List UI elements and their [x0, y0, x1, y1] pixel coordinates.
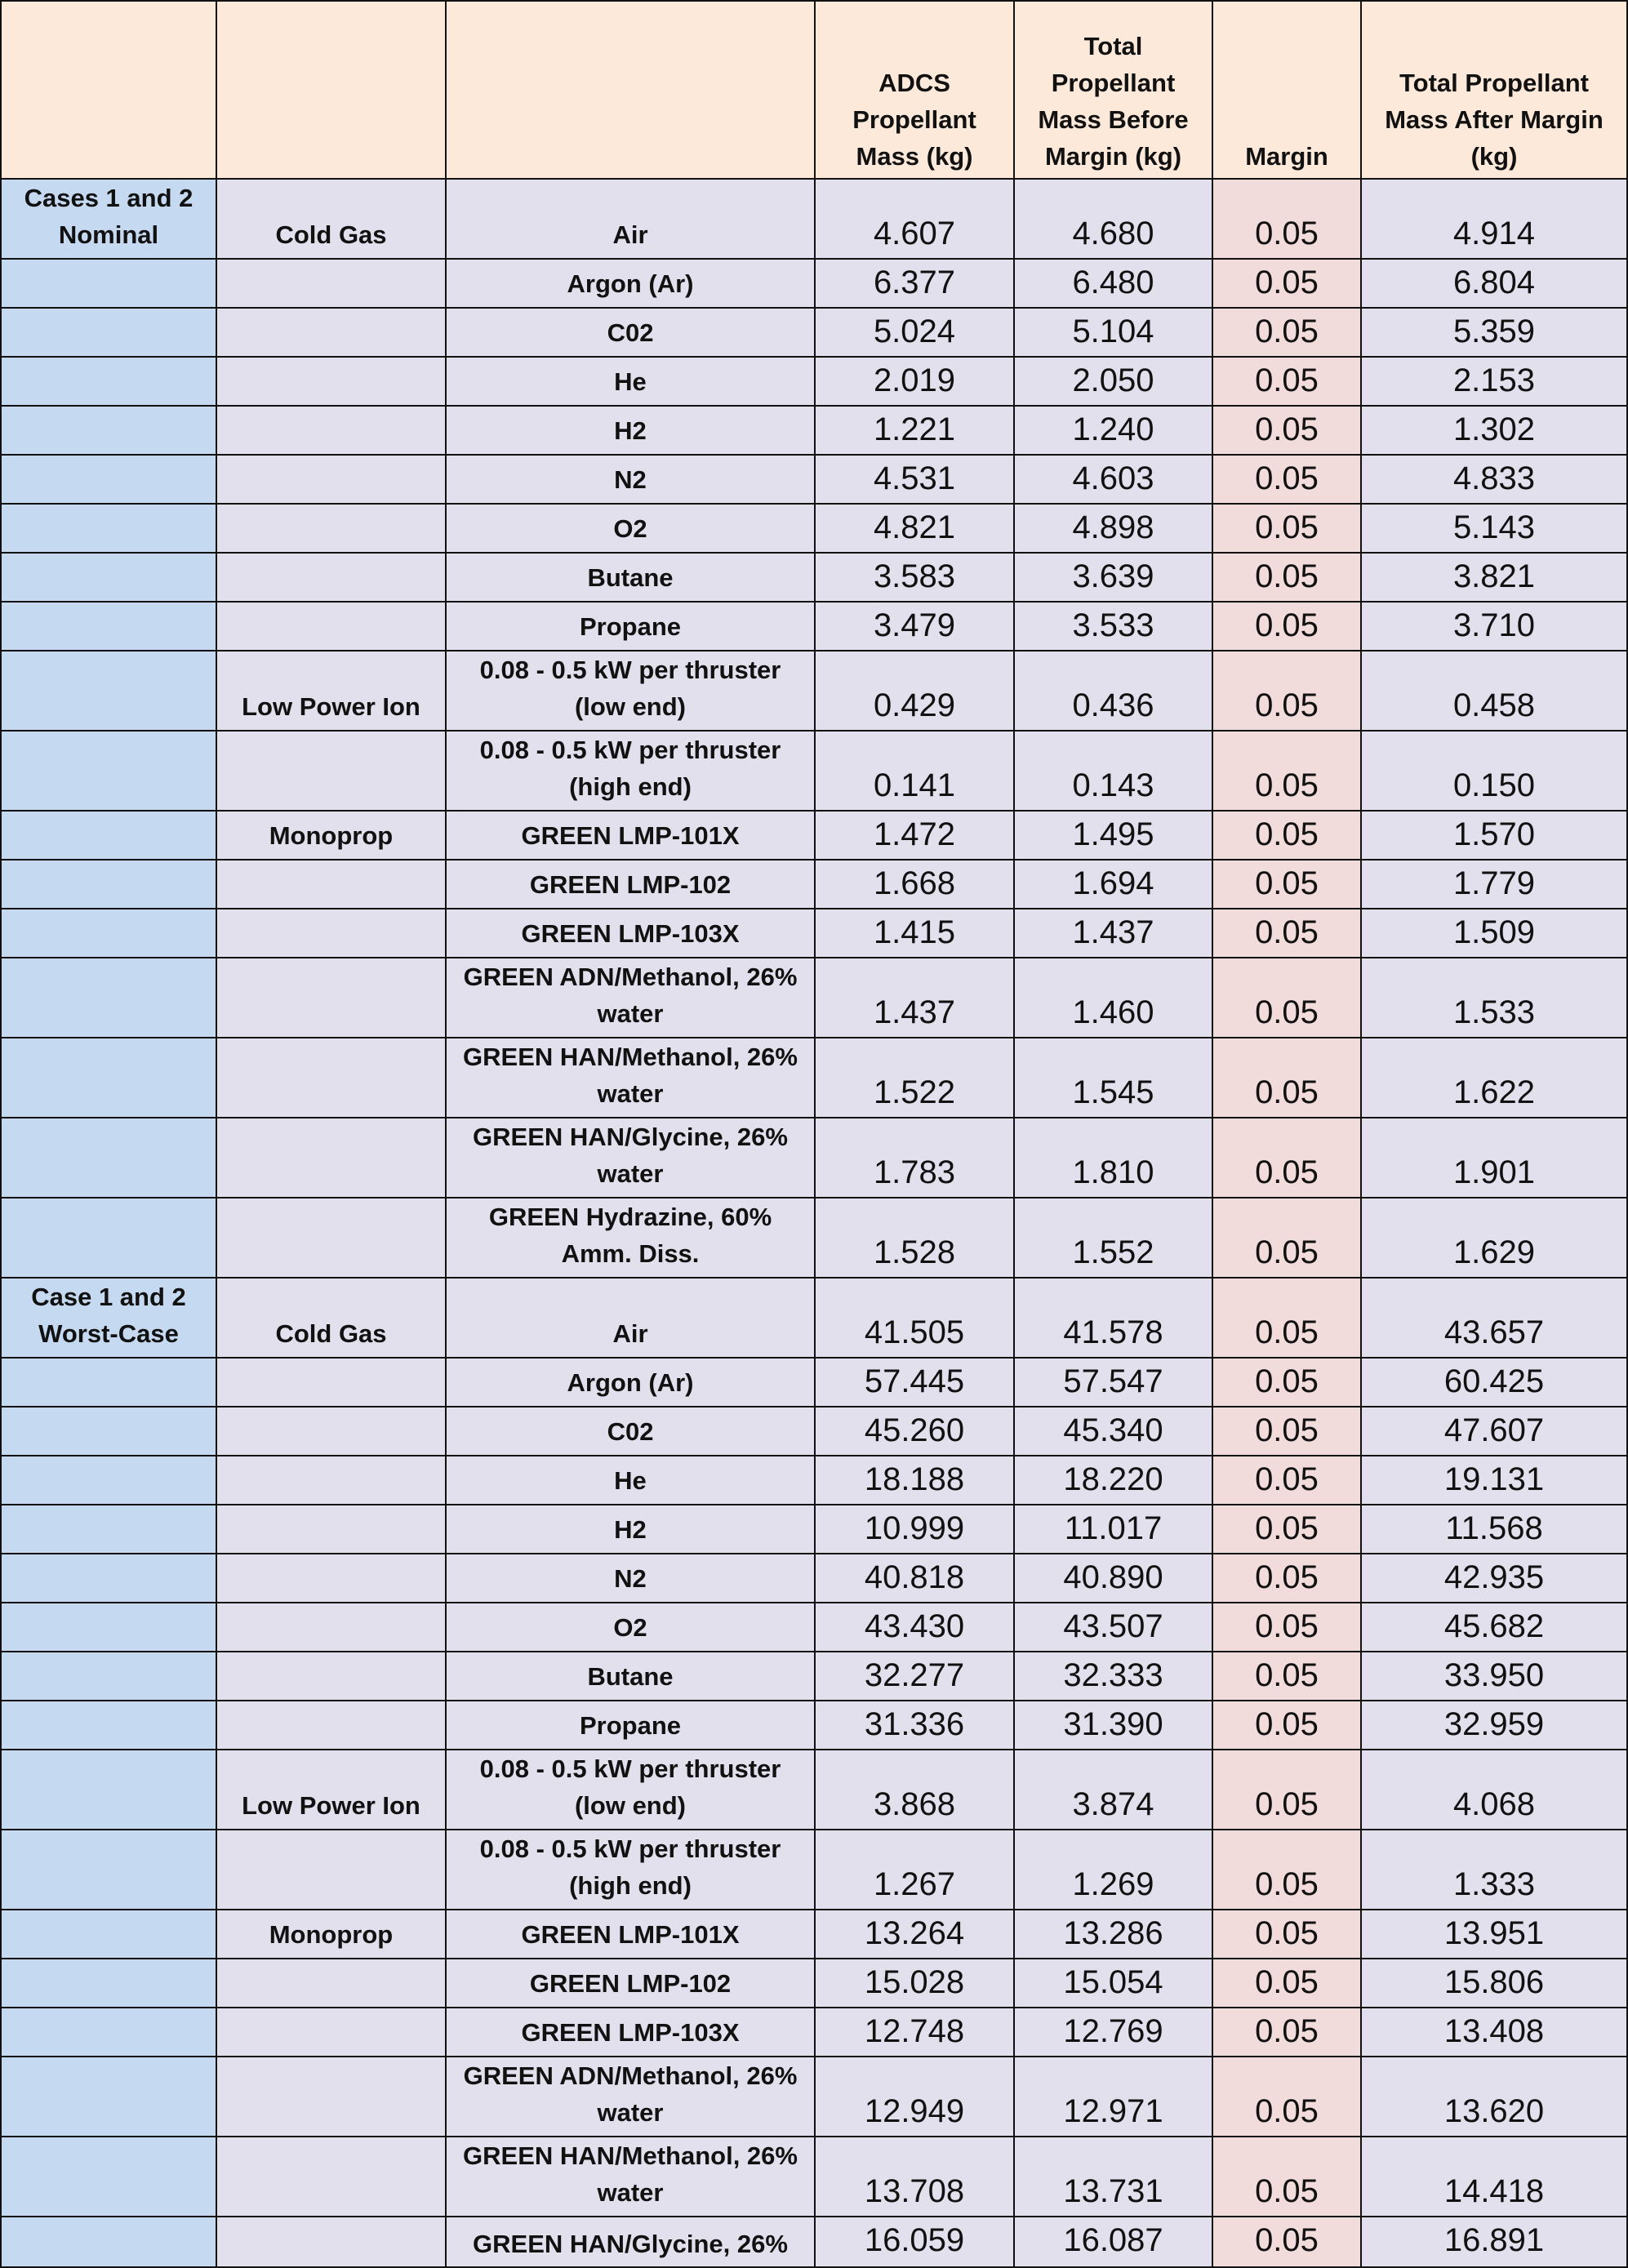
thruster-type-cell[interactable] [216, 1554, 446, 1603]
mass-after-margin-cell[interactable]: 4.833 [1361, 455, 1627, 504]
mass-before-margin-cell[interactable]: 31.390 [1014, 1701, 1212, 1750]
table-row [1, 602, 1627, 651]
thruster-type-cell[interactable] [216, 1830, 446, 1910]
mass-after-margin-cell[interactable]: 13.408 [1361, 2008, 1627, 2057]
mass-before-margin-cell[interactable]: 18.220 [1014, 1456, 1212, 1505]
propellant-cell[interactable]: GREEN ADN/Methanol, 26% water [446, 958, 815, 1038]
case-cell[interactable] [1, 1118, 216, 1198]
adcs-mass-cell[interactable]: 1.437 [815, 958, 1014, 1038]
thruster-type-cell[interactable] [216, 406, 446, 455]
margin-cell[interactable]: 0.05 [1212, 1603, 1361, 1652]
adcs-mass-cell[interactable]: 1.415 [815, 909, 1014, 958]
case-cell[interactable] [1, 1554, 216, 1603]
mass-before-margin-cell[interactable]: 3.639 [1014, 553, 1212, 602]
thruster-type-cell[interactable] [216, 909, 446, 958]
mass-after-margin-cell[interactable]: 16.891 [1361, 2217, 1627, 2267]
case-cell[interactable] [1, 1830, 216, 1910]
adcs-mass-cell[interactable]: 4.821 [815, 504, 1014, 553]
thruster-type-cell[interactable]: Low Power Ion [216, 651, 446, 731]
mass-before-margin-cell[interactable]: 1.269 [1014, 1830, 1212, 1910]
adcs-mass-cell[interactable]: 1.267 [815, 1830, 1014, 1910]
mass-before-margin-cell[interactable]: 3.874 [1014, 1750, 1212, 1830]
margin-cell[interactable]: 0.05 [1212, 1118, 1361, 1198]
mass-before-margin-cell[interactable]: 1.437 [1014, 909, 1212, 958]
propellant-cell[interactable]: O2 [446, 504, 815, 553]
mass-before-margin-cell[interactable]: 11.017 [1014, 1505, 1212, 1554]
case-cell[interactable] [1, 1456, 216, 1505]
adcs-mass-cell[interactable]: 12.748 [815, 2008, 1014, 2057]
mass-before-margin-cell[interactable]: 1.694 [1014, 860, 1212, 909]
thruster-type-cell[interactable] [216, 2137, 446, 2217]
propellant-cell[interactable]: Butane [446, 553, 815, 602]
case-cell[interactable] [1, 259, 216, 308]
thruster-type-cell[interactable] [216, 1456, 446, 1505]
thruster-type-cell[interactable]: Cold Gas [216, 179, 446, 259]
margin-cell[interactable]: 0.05 [1212, 406, 1361, 455]
table-row [1, 1554, 1627, 1603]
mass-before-margin-cell[interactable]: 57.547 [1014, 1358, 1212, 1407]
mass-before-margin-cell[interactable]: 1.810 [1014, 1118, 1212, 1198]
thruster-type-cell[interactable] [216, 553, 446, 602]
thruster-type-cell[interactable] [216, 958, 446, 1038]
mass-before-margin-cell[interactable]: 1.495 [1014, 811, 1212, 860]
table-row [1, 406, 1627, 455]
mass-before-margin-cell[interactable]: 41.578 [1014, 1278, 1212, 1358]
adcs-mass-cell[interactable]: 15.028 [815, 1959, 1014, 2008]
case-cell[interactable] [1, 1038, 216, 1118]
header-margin[interactable]: Margin [1212, 1, 1361, 179]
margin-cell[interactable]: 0.05 [1212, 811, 1361, 860]
table-row [1, 259, 1627, 308]
margin-cell[interactable]: 0.05 [1212, 1701, 1361, 1750]
propellant-cell[interactable]: Propane [446, 602, 815, 651]
propellant-cell[interactable]: 0.08 - 0.5 kW per thruster (low end) [446, 651, 815, 731]
thruster-type-cell[interactable]: Monoprop [216, 811, 446, 860]
mass-after-margin-cell[interactable]: 13.620 [1361, 2057, 1627, 2137]
margin-cell[interactable]: 0.05 [1212, 2057, 1361, 2137]
case-cell[interactable] [1, 2057, 216, 2137]
margin-cell[interactable]: 0.05 [1212, 651, 1361, 731]
margin-cell[interactable]: 0.05 [1212, 2137, 1361, 2217]
adcs-mass-cell[interactable]: 16.059 [815, 2217, 1014, 2267]
thruster-type-cell[interactable] [216, 2057, 446, 2137]
case-cell[interactable] [1, 958, 216, 1038]
table-row [1, 1198, 1627, 1278]
margin-cell[interactable]: 0.05 [1212, 2217, 1361, 2267]
mass-before-margin-cell[interactable]: 2.050 [1014, 357, 1212, 406]
mass-before-margin-cell[interactable]: 1.552 [1014, 1198, 1212, 1278]
thruster-type-cell[interactable]: Cold Gas [216, 1278, 446, 1358]
table-row [1, 1910, 1627, 1959]
thruster-type-cell[interactable] [216, 259, 446, 308]
propellant-cell[interactable]: GREEN LMP-102 [446, 860, 815, 909]
mass-after-margin-cell[interactable]: 3.821 [1361, 553, 1627, 602]
mass-before-margin-cell[interactable]: 13.731 [1014, 2137, 1212, 2217]
thruster-type-cell[interactable] [216, 731, 446, 811]
thruster-type-cell[interactable] [216, 1701, 446, 1750]
table-row [1, 860, 1627, 909]
adcs-mass-cell[interactable]: 41.505 [815, 1278, 1014, 1358]
propellant-cell[interactable]: O2 [446, 1603, 815, 1652]
case-cell[interactable] [1, 504, 216, 553]
mass-before-margin-cell[interactable]: 1.545 [1014, 1038, 1212, 1118]
mass-after-margin-cell[interactable]: 6.804 [1361, 259, 1627, 308]
mass-after-margin-cell[interactable]: 5.359 [1361, 308, 1627, 357]
mass-after-margin-cell[interactable]: 43.657 [1361, 1278, 1627, 1358]
adcs-mass-cell[interactable]: 5.024 [815, 308, 1014, 357]
case-cell[interactable] [1, 1358, 216, 1407]
table-row [1, 504, 1627, 553]
mass-after-margin-cell[interactable]: 42.935 [1361, 1554, 1627, 1603]
table-row [1, 1407, 1627, 1456]
propellant-cell[interactable]: N2 [446, 455, 815, 504]
propellant-cell[interactable]: GREEN LMP-101X [446, 811, 815, 860]
mass-before-margin-cell[interactable]: 1.460 [1014, 958, 1212, 1038]
propellant-cell[interactable]: GREEN ADN/Methanol, 26% water [446, 2057, 815, 2137]
thruster-type-cell[interactable] [216, 2217, 446, 2267]
propellant-cell[interactable]: GREEN Hydrazine, 60% Amm. Diss. [446, 1198, 815, 1278]
table-row [1, 1750, 1627, 1830]
propellant-cell[interactable]: H2 [446, 406, 815, 455]
margin-cell[interactable]: 0.05 [1212, 1959, 1361, 2008]
header-row [1, 1, 1627, 179]
propellant-cell[interactable]: N2 [446, 1554, 815, 1603]
table-row [1, 1505, 1627, 1554]
table-row [1, 731, 1627, 811]
propellant-cell[interactable]: H2 [446, 1505, 815, 1554]
mass-before-margin-cell[interactable]: 15.054 [1014, 1959, 1212, 2008]
mass-after-margin-cell[interactable]: 1.509 [1361, 909, 1627, 958]
table-row [1, 1038, 1627, 1118]
mass-after-margin-cell[interactable]: 19.131 [1361, 1456, 1627, 1505]
adcs-mass-cell[interactable]: 18.188 [815, 1456, 1014, 1505]
table-row [1, 651, 1627, 731]
adcs-mass-cell[interactable]: 0.429 [815, 651, 1014, 731]
margin-cell[interactable]: 0.05 [1212, 1278, 1361, 1358]
table-row [1, 2008, 1627, 2057]
mass-before-margin-cell[interactable]: 4.603 [1014, 455, 1212, 504]
adcs-mass-cell[interactable]: 12.949 [815, 2057, 1014, 2137]
mass-after-margin-cell[interactable]: 1.622 [1361, 1038, 1627, 1118]
thruster-type-cell[interactable] [216, 1407, 446, 1456]
header-mass-before-margin[interactable]: Total Propellant Mass Before Margin (kg) [1014, 1, 1212, 179]
adcs-mass-cell[interactable]: 1.528 [815, 1198, 1014, 1278]
margin-cell[interactable]: 0.05 [1212, 504, 1361, 553]
propellant-cell[interactable]: GREEN LMP-101X [446, 1910, 815, 1959]
mass-before-margin-cell[interactable]: 4.680 [1014, 179, 1212, 259]
table-row [1, 455, 1627, 504]
case-cell[interactable] [1, 909, 216, 958]
mass-before-margin-cell[interactable]: 13.286 [1014, 1910, 1212, 1959]
mass-after-margin-cell[interactable]: 1.901 [1361, 1118, 1627, 1198]
case-cell[interactable] [1, 1407, 216, 1456]
table-row [1, 1603, 1627, 1652]
case-cell[interactable] [1, 455, 216, 504]
margin-cell[interactable]: 0.05 [1212, 357, 1361, 406]
case-cell[interactable] [1, 308, 216, 357]
adcs-mass-cell[interactable]: 3.583 [815, 553, 1014, 602]
propellant-cell[interactable]: 0.08 - 0.5 kW per thruster (high end) [446, 731, 815, 811]
table-row [1, 1652, 1627, 1701]
thruster-type-cell[interactable]: Monoprop [216, 1910, 446, 1959]
margin-cell[interactable]: 0.05 [1212, 1358, 1361, 1407]
mass-before-margin-cell[interactable]: 3.533 [1014, 602, 1212, 651]
mass-before-margin-cell[interactable]: 4.898 [1014, 504, 1212, 553]
margin-cell[interactable]: 0.05 [1212, 958, 1361, 1038]
table-row [1, 179, 1627, 259]
case-cell[interactable] [1, 1959, 216, 2008]
adcs-mass-cell[interactable]: 2.019 [815, 357, 1014, 406]
adcs-mass-cell[interactable]: 3.868 [815, 1750, 1014, 1830]
table-row [1, 2217, 1627, 2267]
margin-cell[interactable]: 0.05 [1212, 909, 1361, 958]
thruster-type-cell[interactable] [216, 357, 446, 406]
adcs-mass-cell[interactable]: 32.277 [815, 1652, 1014, 1701]
case-cell[interactable] [1, 602, 216, 651]
margin-cell[interactable]: 0.05 [1212, 602, 1361, 651]
case-cell[interactable] [1, 1652, 216, 1701]
case-cell[interactable]: Case 1 and 2 Worst-Case [1, 1278, 216, 1358]
mass-after-margin-cell[interactable]: 0.150 [1361, 731, 1627, 811]
mass-after-margin-cell[interactable]: 5.143 [1361, 504, 1627, 553]
thruster-type-cell[interactable] [216, 1959, 446, 2008]
propellant-cell[interactable]: Air [446, 179, 815, 259]
case-cell[interactable] [1, 1198, 216, 1278]
propellant-cell[interactable]: Argon (Ar) [446, 1358, 815, 1407]
mass-after-margin-cell[interactable]: 45.682 [1361, 1603, 1627, 1652]
margin-cell[interactable]: 0.05 [1212, 1554, 1361, 1603]
mass-after-margin-cell[interactable]: 33.950 [1361, 1652, 1627, 1701]
mass-after-margin-cell[interactable]: 14.418 [1361, 2137, 1627, 2217]
margin-cell[interactable]: 0.05 [1212, 1505, 1361, 1554]
mass-after-margin-cell[interactable]: 15.806 [1361, 1959, 1627, 2008]
thruster-type-cell[interactable] [216, 1038, 446, 1118]
margin-cell[interactable]: 0.05 [1212, 731, 1361, 811]
table-row [1, 1830, 1627, 1910]
margin-cell[interactable]: 0.05 [1212, 259, 1361, 308]
case-cell[interactable] [1, 731, 216, 811]
adcs-mass-cell[interactable]: 13.708 [815, 2137, 1014, 2217]
mass-after-margin-cell[interactable]: 1.779 [1361, 860, 1627, 909]
case-cell[interactable] [1, 2217, 216, 2267]
case-cell[interactable]: Cases 1 and 2 Nominal [1, 179, 216, 259]
case-cell[interactable] [1, 553, 216, 602]
table-row [1, 1701, 1627, 1750]
propellant-cell[interactable]: Air [446, 1278, 815, 1358]
margin-cell[interactable]: 0.05 [1212, 179, 1361, 259]
thruster-type-cell[interactable] [216, 1505, 446, 1554]
header-adcs-mass[interactable]: ADCS Propellant Mass (kg) [815, 1, 1014, 179]
case-cell[interactable] [1, 1603, 216, 1652]
mass-before-margin-cell[interactable]: 12.971 [1014, 2057, 1212, 2137]
propellant-cell[interactable]: Propane [446, 1701, 815, 1750]
mass-after-margin-cell[interactable]: 60.425 [1361, 1358, 1627, 1407]
adcs-mass-cell[interactable]: 4.531 [815, 455, 1014, 504]
margin-cell[interactable]: 0.05 [1212, 860, 1361, 909]
case-cell[interactable] [1, 1701, 216, 1750]
table-row [1, 1358, 1627, 1407]
thruster-type-cell[interactable]: Low Power Ion [216, 1750, 446, 1830]
case-cell[interactable] [1, 651, 216, 731]
thruster-type-cell[interactable] [216, 602, 446, 651]
adcs-mass-cell[interactable]: 31.336 [815, 1701, 1014, 1750]
margin-cell[interactable]: 0.05 [1212, 1910, 1361, 1959]
table-row [1, 1959, 1627, 2008]
mass-before-margin-cell[interactable]: 43.507 [1014, 1603, 1212, 1652]
propellant-cell[interactable]: Butane [446, 1652, 815, 1701]
mass-before-margin-cell[interactable]: 45.340 [1014, 1407, 1212, 1456]
adcs-mass-cell[interactable]: 4.607 [815, 179, 1014, 259]
case-cell[interactable] [1, 1910, 216, 1959]
thruster-type-cell[interactable] [216, 308, 446, 357]
margin-cell[interactable]: 0.05 [1212, 1198, 1361, 1278]
propellant-cell[interactable]: 0.08 - 0.5 kW per thruster (high end) [446, 1830, 815, 1910]
propellant-cell[interactable]: He [446, 1456, 815, 1505]
mass-after-margin-cell[interactable]: 4.914 [1361, 179, 1627, 259]
propellant-cell[interactable]: GREEN HAN/Glycine, 26% water [446, 1118, 815, 1198]
adcs-mass-cell[interactable]: 45.260 [815, 1407, 1014, 1456]
margin-cell[interactable]: 0.05 [1212, 1652, 1361, 1701]
adcs-mass-cell[interactable]: 1.522 [815, 1038, 1014, 1118]
thruster-type-cell[interactable] [216, 860, 446, 909]
propellant-cell[interactable]: C02 [446, 308, 815, 357]
propellant-cell[interactable]: C02 [446, 1407, 815, 1456]
mass-after-margin-cell[interactable]: 11.568 [1361, 1505, 1627, 1554]
thruster-type-cell[interactable] [216, 2008, 446, 2057]
margin-cell[interactable]: 0.05 [1212, 1830, 1361, 1910]
case-cell[interactable] [1, 1505, 216, 1554]
adcs-mass-cell[interactable]: 40.818 [815, 1554, 1014, 1603]
case-cell[interactable] [1, 2008, 216, 2057]
case-cell[interactable] [1, 2137, 216, 2217]
table-row [1, 1456, 1627, 1505]
table-row [1, 2057, 1627, 2137]
margin-cell[interactable]: 0.05 [1212, 1038, 1361, 1118]
mass-after-margin-cell[interactable]: 3.710 [1361, 602, 1627, 651]
case-cell[interactable] [1, 1750, 216, 1830]
margin-cell[interactable]: 0.05 [1212, 308, 1361, 357]
propellant-cell[interactable]: GREEN HAN/Methanol, 26% water [446, 2137, 815, 2217]
mass-after-margin-cell[interactable]: 1.333 [1361, 1830, 1627, 1910]
table-row [1, 909, 1627, 958]
mass-before-margin-cell[interactable]: 6.480 [1014, 259, 1212, 308]
propellant-cell[interactable]: GREEN HAN/Methanol, 26% water [446, 1038, 815, 1118]
header-type[interactable] [216, 1, 446, 179]
adcs-mass-cell[interactable]: 1.668 [815, 860, 1014, 909]
mass-before-margin-cell[interactable]: 16.087 [1014, 2217, 1212, 2267]
case-cell[interactable] [1, 811, 216, 860]
adcs-mass-cell[interactable]: 57.445 [815, 1358, 1014, 1407]
mass-before-margin-cell[interactable]: 0.436 [1014, 651, 1212, 731]
table-row [1, 553, 1627, 602]
thruster-type-cell[interactable] [216, 1198, 446, 1278]
adcs-mass-cell[interactable]: 3.479 [815, 602, 1014, 651]
thruster-type-cell[interactable] [216, 1358, 446, 1407]
adcs-mass-cell[interactable]: 13.264 [815, 1910, 1014, 1959]
thruster-type-cell[interactable] [216, 1603, 446, 1652]
adcs-mass-cell[interactable]: 1.472 [815, 811, 1014, 860]
mass-before-margin-cell[interactable]: 1.240 [1014, 406, 1212, 455]
thruster-type-cell[interactable] [216, 1652, 446, 1701]
margin-cell[interactable]: 0.05 [1212, 1456, 1361, 1505]
mass-after-margin-cell[interactable]: 32.959 [1361, 1701, 1627, 1750]
adcs-mass-cell[interactable]: 10.999 [815, 1505, 1014, 1554]
table-row [1, 1278, 1627, 1358]
mass-after-margin-cell[interactable]: 47.607 [1361, 1407, 1627, 1456]
mass-after-margin-cell[interactable]: 1.629 [1361, 1198, 1627, 1278]
propellant-cell[interactable]: GREEN LMP-103X [446, 909, 815, 958]
thruster-type-cell[interactable] [216, 1118, 446, 1198]
mass-after-margin-cell[interactable]: 4.068 [1361, 1750, 1627, 1830]
mass-after-margin-cell[interactable]: 1.570 [1361, 811, 1627, 860]
table-row [1, 357, 1627, 406]
propellant-cell[interactable]: 0.08 - 0.5 kW per thruster (low end) [446, 1750, 815, 1830]
mass-before-margin-cell[interactable]: 32.333 [1014, 1652, 1212, 1701]
propellant-cell[interactable]: GREEN HAN/Glycine, 26% [446, 2217, 815, 2267]
adcs-mass-cell[interactable]: 1.783 [815, 1118, 1014, 1198]
adcs-mass-cell[interactable]: 0.141 [815, 731, 1014, 811]
header-propellant[interactable] [446, 1, 815, 179]
case-cell[interactable] [1, 860, 216, 909]
adcs-mass-cell[interactable]: 1.221 [815, 406, 1014, 455]
mass-after-margin-cell[interactable]: 0.458 [1361, 651, 1627, 731]
propellant-cell[interactable]: GREEN LMP-102 [446, 1959, 815, 2008]
margin-cell[interactable]: 0.05 [1212, 553, 1361, 602]
adcs-mass-cell[interactable]: 6.377 [815, 259, 1014, 308]
table-row [1, 2137, 1627, 2217]
margin-cell[interactable]: 0.05 [1212, 2008, 1361, 2057]
mass-before-margin-cell[interactable]: 40.890 [1014, 1554, 1212, 1603]
header-case[interactable] [1, 1, 216, 179]
mass-after-margin-cell[interactable]: 13.951 [1361, 1910, 1627, 1959]
case-cell[interactable] [1, 406, 216, 455]
mass-after-margin-cell[interactable]: 2.153 [1361, 357, 1627, 406]
case-cell[interactable] [1, 357, 216, 406]
thruster-type-cell[interactable] [216, 504, 446, 553]
margin-cell[interactable]: 0.05 [1212, 1750, 1361, 1830]
mass-after-margin-cell[interactable]: 1.302 [1361, 406, 1627, 455]
mass-before-margin-cell[interactable]: 12.769 [1014, 2008, 1212, 2057]
margin-cell[interactable]: 0.05 [1212, 1407, 1361, 1456]
propellant-cell[interactable]: GREEN LMP-103X [446, 2008, 815, 2057]
thruster-type-cell[interactable] [216, 455, 446, 504]
mass-after-margin-cell[interactable]: 1.533 [1361, 958, 1627, 1038]
mass-before-margin-cell[interactable]: 0.143 [1014, 731, 1212, 811]
adcs-mass-cell[interactable]: 43.430 [815, 1603, 1014, 1652]
table-row [1, 811, 1627, 860]
table-row [1, 1118, 1627, 1198]
table-row [1, 308, 1627, 357]
header-mass-after-margin[interactable]: Total Propellant Mass After Margin (kg) [1361, 1, 1627, 179]
propellant-cell[interactable]: He [446, 357, 815, 406]
table-row [1, 958, 1627, 1038]
margin-cell[interactable]: 0.05 [1212, 455, 1361, 504]
mass-before-margin-cell[interactable]: 5.104 [1014, 308, 1212, 357]
propellant-cell[interactable]: Argon (Ar) [446, 259, 815, 308]
